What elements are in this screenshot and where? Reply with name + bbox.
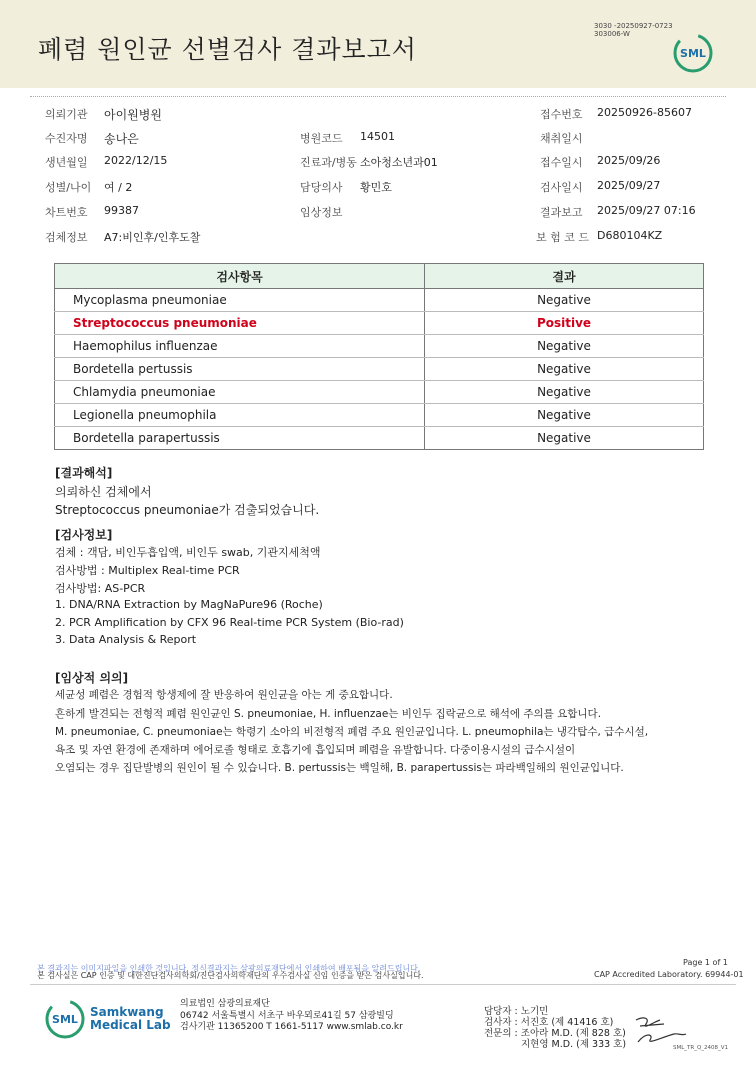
dept-value: 소아청소년과01 bbox=[360, 156, 438, 169]
dept-label: 진료과/병동 bbox=[300, 156, 357, 169]
table-row bbox=[55, 358, 704, 381]
test-name: Haemophilus influenzae bbox=[55, 335, 425, 358]
contact: 검사기관 11365200 T 1661-5117 www.smlab.co.kr bbox=[180, 1022, 403, 1032]
col-test-item: 검사항목 bbox=[55, 264, 425, 289]
clinical-line: M. pneumoniae, C. pneumoniae는 학령기 소아의 비전형적 폐렴 주요 원인균입니다. L. pneumophila는 냉각탑수, 급수시설, bbox=[55, 726, 649, 738]
test-name: Bordetella parapertussis bbox=[55, 427, 425, 450]
logo-text: SML bbox=[680, 47, 706, 60]
test-result: Negative bbox=[425, 404, 704, 427]
address: 06742 서울특별시 서초구 바우뫼로41길 57 삼광빌딩 bbox=[180, 1011, 394, 1021]
table-row-positive bbox=[55, 312, 704, 335]
test-date-value: 2025/09/27 bbox=[597, 179, 661, 192]
test-result: Positive bbox=[425, 312, 704, 335]
name-label: 수진자명 bbox=[45, 132, 88, 145]
report-date-value: 2025/09/27 07:16 bbox=[597, 204, 696, 217]
doctor-value: 황민호 bbox=[360, 181, 392, 194]
table-row bbox=[55, 335, 704, 358]
hospital-code-value: 14501 bbox=[360, 130, 395, 143]
results-header-row bbox=[55, 264, 704, 289]
certification-note: 본 검사실은 CAP 인증 및 대한진단검사의학회/진단검사의학재단의 우수검사실 신임 인증을 받은 검사실입니다. bbox=[37, 971, 424, 980]
doctor-label: 담당의사 bbox=[300, 181, 343, 194]
test-name: Mycoplasma pneumoniae bbox=[55, 289, 425, 312]
birth-label: 생년월일 bbox=[45, 156, 88, 169]
test-name: Streptococcus pneumoniae bbox=[55, 312, 425, 335]
interpretation-title: [결과해석] bbox=[55, 466, 113, 480]
print-warning: 본 결과지는 이미지파일을 인쇄한 것입니다. 정식결과지는 삼광의료재단에서 인쇄하여 배포됨을 알려드립니다. bbox=[37, 964, 421, 973]
clinical-label: 임상정보 bbox=[300, 206, 343, 219]
hospital-code-label: 병원코드 bbox=[300, 132, 343, 145]
company-name bbox=[90, 1006, 171, 1032]
clinical-line: 오염되는 경우 집단발병의 원인이 될 수 있습니다. B. pertussis는 백일해, B. parapertussis는 파라백일해의 원인균입니다. bbox=[55, 762, 624, 774]
form-code: SML_TR_Q_2408_V1 bbox=[673, 1045, 729, 1051]
receipt-date-label: 접수일시 bbox=[540, 156, 583, 169]
clinical-line: 세균성 폐렴은 경험적 항생제에 잘 반응하여 원인균을 아는 게 중요합니다. bbox=[55, 689, 393, 701]
test-result: Negative bbox=[425, 427, 704, 450]
doc-code bbox=[594, 22, 673, 38]
specimen-label: 검체정보 bbox=[45, 231, 88, 244]
page-number: Page 1 of 1 bbox=[683, 958, 728, 967]
receipt-date-value: 2025/09/26 bbox=[597, 154, 661, 167]
table-row bbox=[55, 427, 704, 450]
insurance-label: 보 험 코 드 bbox=[536, 231, 589, 244]
table-row bbox=[55, 381, 704, 404]
sml-logo-icon bbox=[44, 998, 86, 1040]
logo-text: SML bbox=[52, 1013, 78, 1026]
col-result: 결과 bbox=[425, 264, 704, 289]
report-header bbox=[0, 0, 756, 88]
sex-age-label: 성별/나이 bbox=[45, 181, 92, 194]
results-table bbox=[54, 263, 704, 450]
specimen-value: A7:비인후/인후도찰 bbox=[104, 231, 201, 244]
birth-value: 2022/12/15 bbox=[104, 154, 168, 167]
test-info-line: 3. Data Analysis & Report bbox=[55, 633, 197, 646]
test-info-line: 1. DNA/RNA Extraction by MagNaPure96 (Roche) bbox=[55, 598, 323, 611]
test-info-line: 검체 : 객담, 비인두흡입액, 비인두 swab, 기관지세척액 bbox=[55, 546, 321, 559]
test-result: Negative bbox=[425, 358, 704, 381]
cap-accreditation: CAP Accredited Laboratory. 69944-01 bbox=[594, 970, 744, 979]
staff-line: 검사자 : 서진호 (제 41416 호) bbox=[484, 1017, 614, 1028]
interpretation-line: 의뢰하신 검체에서 bbox=[55, 485, 152, 499]
test-info-line: 검사방법: AS-PCR bbox=[55, 582, 146, 595]
signature-icon bbox=[630, 1012, 690, 1046]
receipt-no-label: 접수번호 bbox=[540, 108, 583, 121]
test-result: Negative bbox=[425, 335, 704, 358]
chart-value: 99387 bbox=[104, 204, 139, 217]
table-row bbox=[55, 404, 704, 427]
test-info-line: 2. PCR Amplification by CFX 96 Real-time PCR System (Bio-rad) bbox=[55, 616, 404, 629]
test-name: Legionella pneumophila bbox=[55, 404, 425, 427]
test-info-title: [검사정보] bbox=[55, 528, 113, 542]
company-name-line-2: Medical Lab bbox=[90, 1018, 171, 1032]
institution-value: 아이원병원 bbox=[104, 108, 162, 122]
report-title: 폐렴 원인균 선별검사 결과보고서 bbox=[38, 35, 417, 64]
divider bbox=[30, 984, 736, 985]
clinical-significance-title: [임상적 의의] bbox=[55, 671, 129, 685]
doc-code-line-2: 303006-W bbox=[594, 30, 630, 38]
name-value: 송나은 bbox=[104, 132, 139, 146]
table-row bbox=[55, 289, 704, 312]
test-info-line: 검사방법 : Multiplex Real-time PCR bbox=[55, 564, 240, 577]
institution-label: 의뢰기관 bbox=[45, 108, 88, 121]
divider bbox=[30, 96, 726, 97]
insurance-value: D680104KZ bbox=[597, 229, 663, 242]
test-result: Negative bbox=[425, 381, 704, 404]
sml-logo-icon bbox=[672, 32, 714, 74]
clinical-line: 흔하게 발견되는 전형적 폐렴 원인균인 S. pneumoniae, H. influenzae는 비인두 집락균으로 해석에 주의를 요합니다. bbox=[55, 708, 602, 720]
test-name: Chlamydia pneumoniae bbox=[55, 381, 425, 404]
org-name: 의료법인 삼광의료재단 bbox=[180, 999, 270, 1009]
staff-line: 전문의 : 조아라 M.D. (제 828 호) bbox=[484, 1028, 626, 1039]
staff-line: 지현영 M.D. (제 333 호) bbox=[521, 1039, 627, 1050]
collect-date-label: 채취일시 bbox=[540, 132, 583, 145]
staff-line: 담당자 : 노기민 bbox=[484, 1006, 549, 1017]
test-name: Bordetella pertussis bbox=[55, 358, 425, 381]
interpretation-line: Streptococcus pneumoniae가 검출되었습니다. bbox=[55, 503, 320, 517]
test-date-label: 검사일시 bbox=[540, 181, 583, 194]
doc-code-line-1: 3030 -20250927-0723 bbox=[594, 22, 673, 30]
report-date-label: 결과보고 bbox=[540, 206, 583, 219]
clinical-line: 욕조 및 자연 환경에 존재하며 에어로졸 형태로 호흡기에 흡입되며 폐렴을 유발합니다. 다중이용시설의 급수시설이 bbox=[55, 744, 576, 756]
test-result: Negative bbox=[425, 289, 704, 312]
chart-label: 차트번호 bbox=[45, 206, 88, 219]
company-name-line-1: Samkwang bbox=[90, 1005, 164, 1019]
receipt-no-value: 20250926-85607 bbox=[597, 106, 692, 119]
sex-age-value: 여 / 2 bbox=[104, 181, 133, 194]
